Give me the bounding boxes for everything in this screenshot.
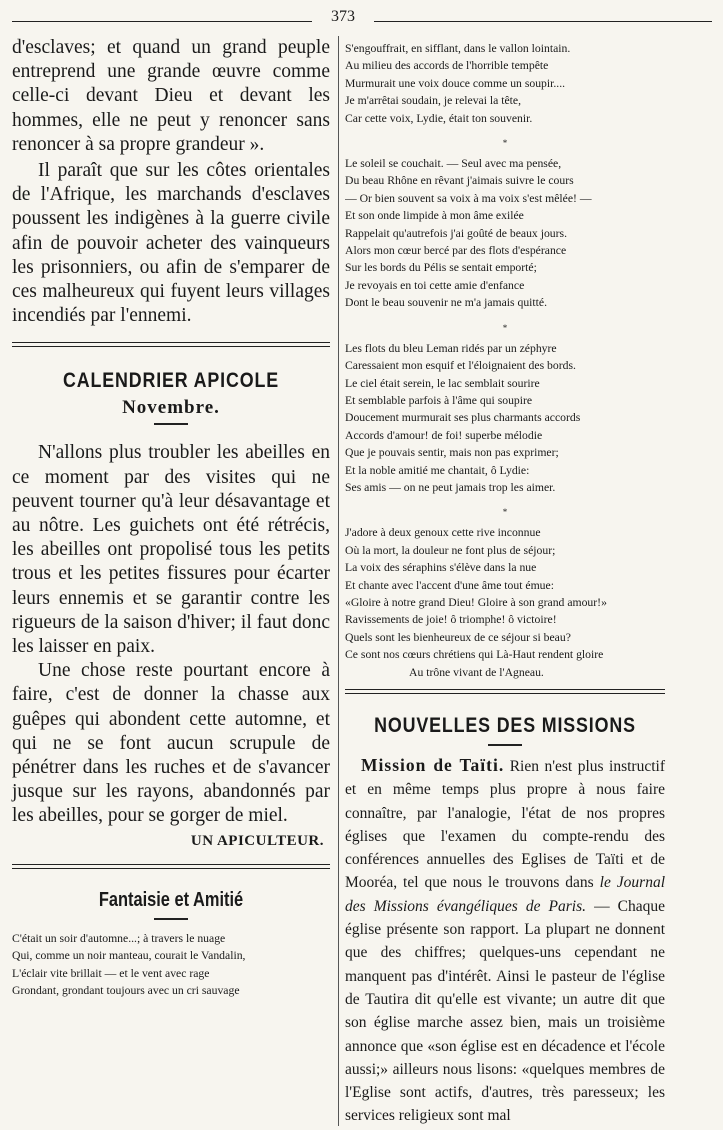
calendar-paragraph-1: N'allons plus troubler les abeilles en ce moment par des visites qui ne peuvent tourner qu'à leur désavantage et au nôtre. Les guichets ont été rétrécis, les abeilles ont propolisé tous les petits trous et les petites fissures pour écarter leurs ennemis et se garantir contre les rigueurs de la saison d'hiver; il faut donc les laisser en paix. xyxy=(12,442,330,658)
poem-stanza-4 xyxy=(345,524,665,681)
poem-line: Et chante avec l'accent d'une âme tout émue: xyxy=(345,578,554,592)
poem-line: Dont le beau souvenir ne m'a jamais quitté. xyxy=(345,296,548,310)
poem-line: Et la noble amitié me chantait, ô Lydie: xyxy=(345,463,530,477)
poem-line: Ce sont nos cœurs chrétiens qui Là-Haut rendent gloire xyxy=(345,648,604,662)
poem-line: Qui, comme un noir manteau, courait le Vandalin, xyxy=(12,949,246,963)
poem-stanza-opening xyxy=(12,930,330,1000)
poem-line: Doucement murmurait ses plus charmants accords xyxy=(345,411,581,425)
poem-line: Le soleil se couchait. — Seul avec ma pensée, xyxy=(345,157,562,171)
left-column xyxy=(12,36,330,999)
closing-paragraph: d'esclaves; et quand un grand peuple entreprend une grande œuvre comme celle-ci devant Dieu et devant les hommes, elle ne peut y renoncer sans renoncer à sa propre grandeur ». xyxy=(12,37,330,155)
poem-line: Car cette voix, Lydie, était ton souvenir. xyxy=(345,111,533,125)
poem-line: Où la mort, la douleur ne font plus de séjour; xyxy=(345,543,556,557)
poem-line: Sur les bords du Pélis se sentait emporté; xyxy=(345,261,537,275)
poem-line: — Or bien souvent sa voix à ma voix s'est mêlée! — xyxy=(345,191,592,205)
missions-title: NOUVELLES DES MISSIONS xyxy=(374,714,636,737)
slave-trade-paragraph: Il paraît que sur les côtes orientales de l'Afrique, les marchands d'esclaves poussent les indigènes à la guerre civile afin de pouvoir acheter des vainqueurs les prisonniers, ou afin de s'emparer de ces malheureux qui fuyent leurs villages incendiés par l'ennemi. xyxy=(12,160,330,327)
poem-stanza-2 xyxy=(345,155,665,312)
poem-line: J'adore à deux genoux cette rive inconnue xyxy=(345,526,541,540)
poem-stanza-1 xyxy=(345,40,665,127)
column-divider xyxy=(338,36,339,1126)
poem-line: Ses amis — on ne peut jamais trop les aimer. xyxy=(345,480,556,494)
poem-line: Que je pouvais sentir, mais non pas exprimer; xyxy=(345,446,559,460)
poem-line: Ravissements de joie! ô triomphe! ô victoire! xyxy=(345,613,557,627)
calendar-signature: UN APICULTEUR. xyxy=(190,832,324,849)
poem-line: Murmurait une voix douce comme un soupir.... xyxy=(345,76,566,90)
poem-line: Je m'arrêtai soudain, je relevai la tête, xyxy=(345,94,522,108)
poem-line: Je revoyais en toi cette amie d'enfance xyxy=(345,278,525,292)
poem-line: Les flots du bleu Leman ridés par un zéphyre xyxy=(345,341,557,355)
poem-line: «Gloire à notre grand Dieu! Gloire à son grand amour!» xyxy=(345,595,607,609)
poem-line: Grondant, grondant toujours avec un cri sauvage xyxy=(12,983,240,997)
poem-line: Du beau Rhône en rêvant j'aimais suivre le cours xyxy=(345,174,574,188)
poem-line: C'était un soir d'automne...; à travers le nuage xyxy=(12,931,226,945)
missions-text-1: Rien n'est plus instructif et en même temps plus propre à nous faire connaître, par l'analogie, l'état de nos propres églises que l'examen du compte-rendu des conférences annuelles des Eglises de Taïti et de Mooréa, tel que nous le trouvons dans xyxy=(345,758,665,892)
poem-title: Fantaisie et Amitié xyxy=(98,888,244,911)
poem-line: Et semblable parfois à l'âme qui soupire xyxy=(345,393,533,407)
poem-line: L'éclair vite brillait — et le vent avec rage xyxy=(12,966,210,980)
missions-lead: Mission de Taïti. xyxy=(361,755,505,775)
poem-line: Quels sont les bienheureux de ce séjour si beau? xyxy=(345,630,571,644)
missions-paragraph xyxy=(345,754,665,1128)
poem-line: Le ciel était serein, le lac semblait sourire xyxy=(345,376,540,390)
page-header xyxy=(12,8,712,30)
poem-stanza-3 xyxy=(345,340,665,497)
poem-line: Alors mon cœur bercé par des flots d'espérance xyxy=(345,244,567,258)
missions-journal: le Journal des Missions évangéliques de Paris. xyxy=(345,874,665,915)
stanza-star: * xyxy=(502,138,508,149)
poem-line: Caressaient mon esquif et l'éloignaient des bords. xyxy=(345,359,576,373)
right-column xyxy=(345,40,665,1128)
poem-line: Et son onde limpide à mon âme exilée xyxy=(345,209,524,223)
poem-line: S'engouffrait, en sifflant, dans le vallon lointain. xyxy=(345,42,571,55)
poem-line: Rappelait qu'autrefois j'ai goûté de beaux jours. xyxy=(345,226,567,240)
page-number: 373 xyxy=(331,8,355,25)
poem-line: Au milieu des accords de l'horrible tempête xyxy=(345,59,549,73)
calendar-subtitle: Novembre. xyxy=(122,397,220,419)
stanza-star: * xyxy=(502,322,508,333)
poem-line: La voix des séraphins s'élève dans la nue xyxy=(345,561,537,575)
calendar-title: CALENDRIER APICOLE xyxy=(63,369,279,393)
missions-text-2: — Chaque église présente son rapport. La plupart ne donnent que des chiffres; quelques-uns cependant ne manquent pas d'intérêt. Ainsi le pasteur de l'église de Tautira dit qu'elle est vivante; un autre dit que son église marche assez bien, mais un troisième annonce que «son église est en décadence et l'école aussi;» ailleurs nous lisons: «quelques membres de l'Eglise sont actifs, d'autres, très paresseux; les services religieux sont mal xyxy=(345,897,665,1125)
header-rule-left xyxy=(12,21,312,22)
poem-line: Accords d'amour! de foi! superbe mélodie xyxy=(345,428,543,442)
stanza-star: * xyxy=(502,507,508,518)
calendar-paragraph-2: Une chose reste pourtant encore à faire, c'est de donner la chasse aux guêpes qui abondent cette automne, et qui ne se font aucun scrupule de pénétrer dans les ruches et de s'avancer jusque sur les rayons, abandonnés par les abeilles, pour se gorger de miel. xyxy=(12,660,330,827)
poem-line: Au trône vivant de l'Agneau. xyxy=(409,665,544,679)
header-rule-right xyxy=(374,21,712,22)
